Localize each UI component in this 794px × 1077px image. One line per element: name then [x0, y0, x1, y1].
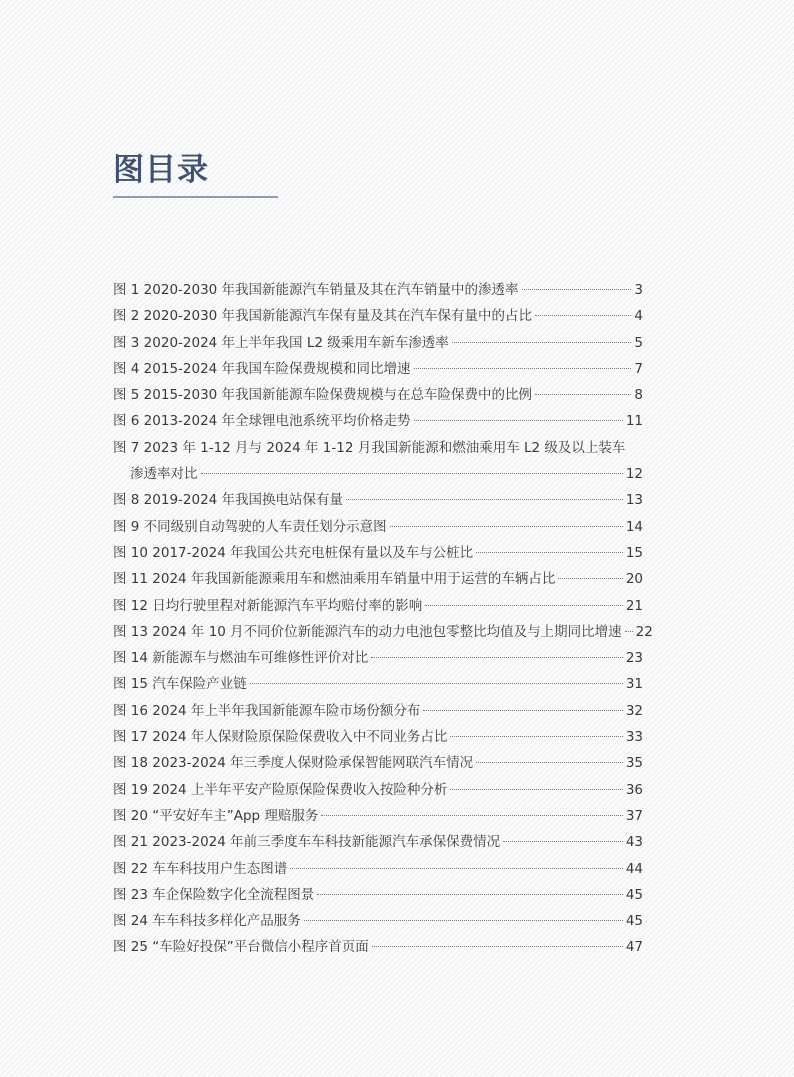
toc-entry-page: 14 — [625, 518, 643, 535]
toc-entry-page: 15 — [625, 544, 643, 561]
toc-entry-label: 图 3 2020-2024 年上半年我国 L2 级乘用车新车渗透率 — [113, 334, 449, 351]
toc-entry-page: 31 — [625, 676, 643, 693]
toc-entry-label: 图 23 车企保险数字化全流程图景 — [113, 886, 315, 903]
toc-entry-label: 图 18 2023-2024 年三季度人保财险承保智能网联汽车情况 — [113, 755, 474, 772]
toc-entry-label: 图 2 2020-2030 年我国新能源汽车保有量及其在汽车保有量中的占比 — [113, 308, 533, 325]
toc-entry-page: 47 — [625, 939, 643, 956]
toc-entry-fig-7[interactable] — [113, 435, 643, 461]
dot-leader — [371, 657, 623, 658]
toc-entry-label: 图 21 2023-2024 年前三季度车车科技新能源汽车承保保费情况 — [113, 834, 501, 851]
toc-entry-page: 35 — [625, 755, 643, 772]
toc-entry-fig-18[interactable] — [113, 750, 643, 776]
toc-entry-page: 7 — [634, 360, 643, 377]
toc-entry-label: 图 11 2024 年我国新能源乘用车和燃油乘用车销量中用于运营的车辆占比 — [113, 571, 556, 588]
toc-entry-page: 8 — [634, 387, 643, 404]
toc-entry-page: 22 — [635, 623, 653, 640]
dot-leader — [535, 315, 631, 316]
toc-entry-page: 44 — [625, 860, 643, 877]
dot-leader — [503, 841, 623, 842]
toc-entry-label: 图 17 2024 年人保财险原保险保费收入中不同业务占比 — [113, 729, 448, 746]
toc-entry-fig-11[interactable] — [113, 566, 643, 592]
toc-entry-fig-21[interactable] — [113, 829, 643, 855]
toc-entry-page: 23 — [625, 650, 643, 667]
toc-entry-label: 图 20 “平安好车主”App 理赔服务 — [113, 807, 319, 824]
dot-leader — [476, 762, 623, 763]
toc-entry-page: 43 — [625, 834, 643, 851]
toc-entry-page: 12 — [625, 466, 643, 483]
toc-entry-label: 图 16 2024 年上半年我国新能源车险市场份额分布 — [113, 702, 421, 719]
dot-leader — [390, 526, 623, 527]
toc-entry-label: 图 7 2023 年 1-12 月与 2024 年 1-12 月我国新能源和燃油乘用车 L2 级及以上装车 — [113, 439, 626, 456]
toc-entry-page: 20 — [625, 571, 643, 588]
toc-entry-fig-19[interactable] — [113, 777, 643, 803]
toc-entry-label-continued: 渗透率对比 — [130, 466, 198, 483]
toc-entry-fig-16[interactable] — [113, 698, 643, 724]
dot-leader — [317, 894, 623, 895]
toc-entry-label: 图 12 日均行驶里程对新能源汽车平均赔付率的影响 — [113, 597, 423, 614]
dot-leader — [450, 736, 622, 737]
toc-entry-page: 4 — [634, 308, 643, 325]
dot-leader — [304, 920, 623, 921]
toc-entry-fig-2[interactable] — [113, 303, 643, 329]
dot-leader — [476, 552, 623, 553]
toc-entry-label: 图 22 车车科技用户生态图谱 — [113, 860, 288, 877]
toc-entry-fig-17[interactable] — [113, 724, 643, 750]
toc-entry-page: 5 — [634, 334, 643, 351]
toc-entry-fig-8[interactable] — [113, 487, 643, 513]
dot-leader — [450, 789, 622, 790]
toc-entry-label: 图 4 2015-2024 年我国车险保费规模和同比增速 — [113, 360, 411, 377]
dot-leader — [425, 605, 623, 606]
dot-leader — [414, 368, 632, 369]
toc-entry-page: 21 — [625, 597, 643, 614]
dot-leader — [625, 631, 633, 632]
dot-leader — [321, 815, 622, 816]
toc-entry-label: 图 14 新能源车与燃油车可维修性评价对比 — [113, 650, 369, 667]
toc-entry-label: 图 25 “车险好投保”平台微信小程序首页面 — [113, 939, 369, 956]
toc-entry-page: 33 — [625, 729, 643, 746]
toc-entry-fig-22[interactable] — [113, 856, 643, 882]
toc-entry-label: 图 8 2019-2024 年我国换电站保有量 — [113, 492, 344, 509]
toc-entry-page: 37 — [625, 807, 643, 824]
dot-leader — [346, 499, 623, 500]
toc-entry-label: 图 15 汽车保险产业链 — [113, 676, 247, 693]
toc-entry-fig-9[interactable] — [113, 514, 643, 540]
toc-entry-page: 3 — [634, 282, 643, 298]
toc-entry-fig-23[interactable] — [113, 882, 643, 908]
dot-leader — [201, 473, 623, 474]
toc-entry-fig-25[interactable] — [113, 934, 643, 960]
toc-entry-page: 11 — [625, 413, 643, 430]
toc-entry-label: 图 13 2024 年 10 月不同价位新能源汽车的动力电池包零整比均值及与上期同比增速 — [113, 623, 622, 640]
toc-entry-page: 36 — [625, 781, 643, 798]
toc-entry-page: 13 — [625, 492, 643, 509]
toc-entry-fig-4[interactable] — [113, 356, 643, 382]
toc-entry-fig-1[interactable] — [113, 277, 643, 303]
toc-entry-fig-3[interactable] — [113, 330, 643, 356]
dot-leader — [535, 394, 631, 395]
title-underline — [113, 196, 278, 198]
dot-leader — [522, 289, 632, 290]
toc-entry-fig-5[interactable] — [113, 382, 643, 408]
page-title: 图目录 — [113, 152, 209, 188]
toc-entry-fig-14[interactable] — [113, 645, 643, 671]
dot-leader — [414, 420, 623, 421]
dot-leader — [250, 683, 623, 684]
toc-entry-fig-24[interactable] — [113, 908, 643, 934]
toc-entry-page: 45 — [625, 886, 643, 903]
toc-entry-fig-6[interactable] — [113, 408, 643, 434]
dot-leader — [290, 868, 623, 869]
dot-leader — [423, 710, 622, 711]
dot-leader — [372, 946, 623, 947]
toc-entry-fig-15[interactable] — [113, 671, 643, 697]
toc-entry-fig-10[interactable] — [113, 540, 643, 566]
toc-entry-fig-13[interactable] — [113, 619, 653, 645]
toc-entry-label: 图 9 不同级别自动驾驶的人车责任划分示意图 — [113, 518, 387, 535]
toc-entry-label: 图 6 2013-2024 年全球锂电池系统平均价格走势 — [113, 413, 411, 430]
toc-entry-label: 图 10 2017-2024 年我国公共充电桩保有量以及车与公桩比 — [113, 544, 474, 561]
toc-entry-label: 图 24 车车科技多样化产品服务 — [113, 913, 301, 930]
toc-entry-fig-20[interactable] — [113, 803, 643, 829]
figure-toc-list — [113, 277, 653, 961]
toc-entry-label: 图 1 2020-2030 年我国新能源汽车销量及其在汽车销量中的渗透率 — [113, 282, 519, 298]
toc-entry-page: 32 — [625, 702, 643, 719]
toc-entry-page: 45 — [625, 913, 643, 930]
toc-entry-label: 图 5 2015-2030 年我国新能源车险保费规模与在总车险保费中的比例 — [113, 387, 533, 404]
dot-leader — [452, 342, 632, 343]
toc-entry-label: 图 19 2024 上半年平安产险原保险保费收入按险种分析 — [113, 781, 448, 798]
toc-entry-fig-7-continued[interactable] — [113, 461, 643, 487]
dot-leader — [558, 578, 622, 579]
toc-entry-fig-12[interactable] — [113, 593, 643, 619]
